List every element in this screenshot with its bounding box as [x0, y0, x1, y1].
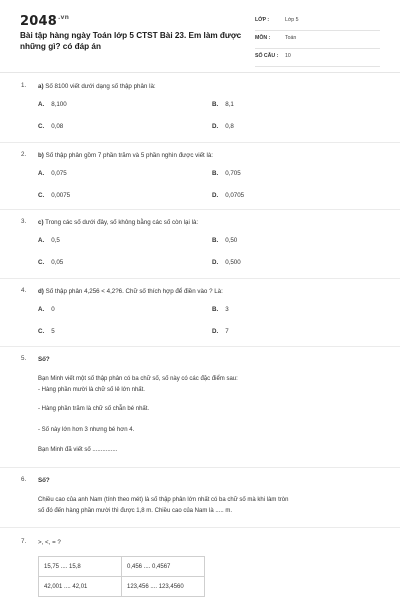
question-separator — [0, 346, 400, 347]
option-a[interactable]: A. 0 — [38, 306, 55, 313]
option-c[interactable]: C. 0,08 — [38, 123, 64, 130]
q5-line: - Số này lớn hơn 3 nhưng bé hơn 4. — [38, 427, 135, 433]
question-separator — [0, 209, 400, 210]
option-b[interactable]: B. 8,1 — [212, 101, 234, 108]
q5-line: Bạn Minh viết một số thập phân có ba chữ số, số này có các đặc điểm sau: — [38, 376, 238, 382]
meta-row-count: SỐ CÂU : 10 — [255, 50, 380, 67]
option-d[interactable]: D. 0,500 — [212, 259, 241, 266]
question-separator — [0, 142, 400, 143]
table-cell[interactable]: 15,75 .... 15,8 — [39, 557, 122, 577]
table-cell[interactable]: 123,456 .... 123,4560 — [122, 577, 205, 597]
q5-line: Bạn Minh đã viết số ............... — [38, 447, 118, 453]
q6-line: số đó đến hàng phần mười thì được 1,8 m. Chiều cao của Nam là ..... m. — [38, 508, 232, 514]
option-a[interactable]: A. 0,075 — [38, 170, 67, 177]
meta-row-grade: LỚP : Lớp 5 — [255, 14, 380, 31]
q6-line: Chiều cao của anh Nam (tính theo mét) là số thập phân lớn nhất có ba chữ số mà khi làm tròn — [38, 497, 289, 503]
option-c[interactable]: C. 0,0075 — [38, 192, 71, 199]
option-b[interactable]: B. 3 — [212, 306, 229, 313]
table-cell[interactable]: 42,001 .... 42,01 — [39, 577, 122, 597]
option-b[interactable]: B. 0,705 — [212, 170, 241, 177]
option-a[interactable]: A. 0,5 — [38, 237, 60, 244]
comparison-table — [38, 556, 205, 597]
option-a[interactable]: A. 8,100 — [38, 101, 67, 108]
header-divider — [0, 72, 400, 73]
table-row — [39, 557, 205, 577]
option-d[interactable]: D. 7 — [212, 328, 229, 335]
option-c[interactable]: C. 0,05 — [38, 259, 64, 266]
document-title: Bài tập hàng ngày Toán lớp 5 CTST Bài 23. Em làm được những gì? có đáp án — [20, 31, 242, 51]
q5-line: - Hàng phần mười là chữ số lẻ lớn nhất. — [38, 387, 145, 393]
question-separator — [0, 527, 400, 528]
option-b[interactable]: B. 0,50 — [212, 237, 238, 244]
option-c[interactable]: C. 5 — [38, 328, 55, 335]
document-header — [0, 0, 400, 72]
q5-line: - Hàng phần trăm là chữ số chẵn bé nhất. — [38, 406, 150, 412]
meta-panel — [255, 14, 380, 68]
site-logo[interactable]: $2048^{.vn}$ — [20, 14, 70, 29]
table-cell[interactable]: 0,456 .... 0,4567 — [122, 557, 205, 577]
option-d[interactable]: D. 0,0705 — [212, 192, 245, 199]
question-separator — [0, 278, 400, 279]
meta-row-subject: MÔN : Toán — [255, 32, 380, 49]
option-d[interactable]: D. 0,8 — [212, 123, 234, 130]
table-row — [39, 577, 205, 597]
question-separator — [0, 467, 400, 468]
